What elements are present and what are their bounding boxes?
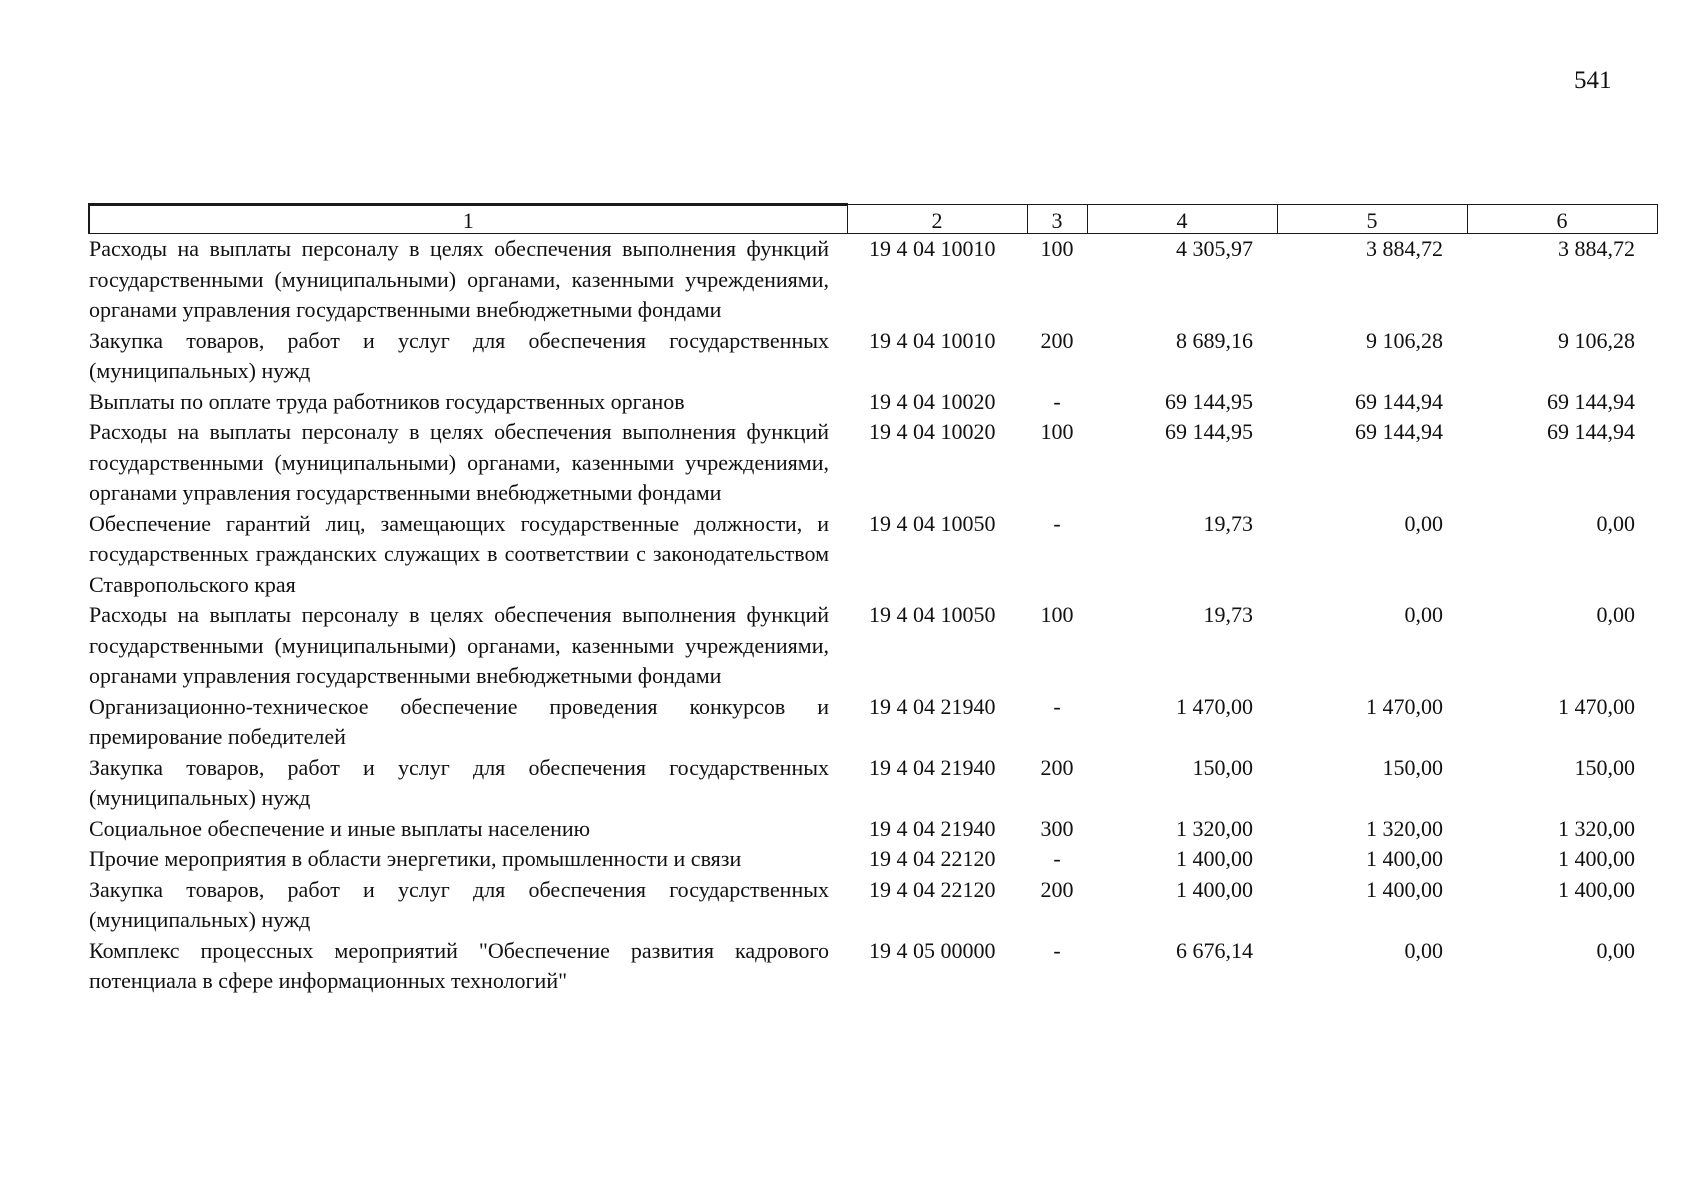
row-name: Закупка товаров, работ и услуг для обеспечения государственных (муниципальных) нужд	[89, 754, 829, 810]
row-value-6: 1 400,00	[1558, 876, 1635, 902]
row-name: Закупка товаров, работ и услуг для обеспечения государственных (муниципальных) нужд	[89, 876, 829, 932]
row-value-5: 1 400,00	[1366, 846, 1443, 871]
row-expense-type: 200	[1040, 754, 1074, 780]
row-expense-type: 200	[1040, 876, 1074, 902]
row-value-6: 9 106,28	[1558, 327, 1635, 353]
row-value-6: 1 470,00	[1558, 693, 1635, 719]
table-row	[89, 844, 1657, 875]
page-number: 541	[1574, 67, 1612, 94]
column-header-6: 6	[1467, 205, 1657, 234]
table-row	[89, 692, 1657, 753]
column-header-5: 5	[1277, 205, 1467, 234]
column-header-3: 3	[1027, 205, 1087, 234]
row-value-6: 1 320,00	[1558, 815, 1635, 841]
row-value-4: 6 676,14	[1176, 937, 1253, 963]
row-value-4: 19,73	[1203, 602, 1253, 627]
row-value-5: 0,00	[1404, 937, 1443, 963]
row-code: 19 4 04 22120	[869, 846, 996, 871]
table-row	[89, 600, 1657, 692]
row-code: 19 4 04 21940	[869, 815, 996, 841]
row-expense-type: 200	[1040, 327, 1074, 353]
row-value-6: 69 144,94	[1547, 419, 1635, 444]
budget-table-container	[88, 203, 1656, 997]
row-value-5: 150,00	[1382, 754, 1443, 780]
row-expense-type: 100	[1040, 602, 1074, 627]
row-value-5: 3 884,72	[1366, 236, 1443, 261]
row-code: 19 4 04 10020	[869, 419, 996, 444]
row-value-6: 0,00	[1596, 937, 1635, 963]
row-value-4: 1 470,00	[1176, 693, 1253, 719]
row-expense-type: -	[1053, 693, 1061, 719]
row-value-5: 1 470,00	[1366, 693, 1443, 719]
row-name: Организационно-техническое обеспечение проведения конкурсов и премирование победителей	[89, 693, 829, 749]
row-code: 19 4 04 21940	[869, 754, 996, 780]
table-row	[89, 417, 1657, 509]
column-header-1: 1	[89, 205, 847, 234]
row-expense-type: -	[1053, 510, 1061, 536]
row-code: 19 4 04 10010	[869, 236, 996, 261]
row-code: 19 4 04 21940	[869, 693, 996, 719]
table-row	[89, 753, 1657, 814]
row-name: Комплекс процессных мероприятий "Обеспечение развития кадрового потенциала в сфере информационных технологий"	[89, 937, 829, 993]
row-value-4: 4 305,97	[1176, 236, 1253, 261]
row-value-4: 1 400,00	[1176, 846, 1253, 871]
row-value-4: 19,73	[1203, 510, 1253, 536]
table-row	[89, 234, 1657, 326]
budget-table	[88, 203, 1658, 997]
row-value-6: 69 144,94	[1547, 388, 1635, 414]
header-row	[89, 205, 1657, 234]
table-header	[89, 205, 1657, 234]
table-row	[89, 875, 1657, 936]
row-code: 19 4 04 10050	[869, 602, 996, 627]
row-value-6: 1 400,00	[1558, 846, 1635, 871]
row-value-6: 150,00	[1574, 754, 1635, 780]
row-name: Обеспечение гарантий лиц, замещающих государственные должности, и государственных гражданских служащих в соответствии с законодательством Ставропольского края	[89, 510, 829, 597]
row-value-6: 3 884,72	[1558, 236, 1635, 261]
row-expense-type: 100	[1040, 236, 1074, 261]
table-row	[89, 814, 1657, 845]
row-code: 19 4 04 22120	[869, 876, 996, 902]
table-row	[89, 509, 1657, 601]
row-value-4: 8 689,16	[1176, 327, 1253, 353]
row-value-5: 1 320,00	[1366, 815, 1443, 841]
column-header-4: 4	[1087, 205, 1277, 234]
row-name: Выплаты по оплате труда работников государственных органов	[89, 388, 685, 414]
row-code: 19 4 04 10010	[869, 327, 996, 353]
row-value-4: 1 320,00	[1176, 815, 1253, 841]
row-value-5: 69 144,94	[1355, 388, 1443, 414]
column-header-2: 2	[847, 205, 1027, 234]
row-value-4: 69 144,95	[1165, 419, 1253, 444]
row-value-5: 0,00	[1404, 510, 1443, 536]
row-value-5: 1 400,00	[1366, 876, 1443, 902]
row-name: Расходы на выплаты персоналу в целях обеспечения выполнения функций государственными (муниципальными) органами, казенными учреждениями, органами управления государственными внебюджетными фондами	[89, 602, 829, 688]
row-name: Расходы на выплаты персоналу в целях обеспечения выполнения функций государственными (муниципальными) органами, казенными учреждениями, органами управления государственными внебюджетными фондами	[89, 419, 829, 505]
row-value-5: 69 144,94	[1355, 419, 1443, 444]
row-expense-type: -	[1053, 937, 1061, 963]
row-value-5: 9 106,28	[1366, 327, 1443, 353]
row-value-4: 69 144,95	[1165, 388, 1253, 414]
row-name: Закупка товаров, работ и услуг для обеспечения государственных (муниципальных) нужд	[89, 327, 829, 383]
row-value-4: 1 400,00	[1176, 876, 1253, 902]
row-value-4: 150,00	[1192, 754, 1253, 780]
row-name: Социальное обеспечение и иные выплаты населению	[89, 815, 591, 841]
table-row	[89, 936, 1657, 997]
row-code: 19 4 04 10050	[869, 510, 996, 536]
row-value-6: 0,00	[1596, 510, 1635, 536]
row-code: 19 4 04 10020	[869, 388, 996, 414]
row-value-6: 0,00	[1596, 602, 1635, 627]
row-name: Прочие мероприятия в области энергетики, промышленности и связи	[89, 846, 742, 871]
row-expense-type: 300	[1040, 815, 1074, 841]
table-body	[89, 234, 1657, 997]
row-expense-type: -	[1053, 846, 1061, 871]
row-expense-type: -	[1053, 388, 1061, 414]
table-row	[89, 387, 1657, 418]
row-name: Расходы на выплаты персоналу в целях обеспечения выполнения функций государственными (муниципальными) органами, казенными учреждениями, органами управления государственными внебюджетными фондами	[89, 236, 829, 322]
row-expense-type: 100	[1040, 419, 1074, 444]
row-value-5: 0,00	[1404, 602, 1443, 627]
table-row	[89, 326, 1657, 387]
row-code: 19 4 05 00000	[869, 937, 996, 963]
